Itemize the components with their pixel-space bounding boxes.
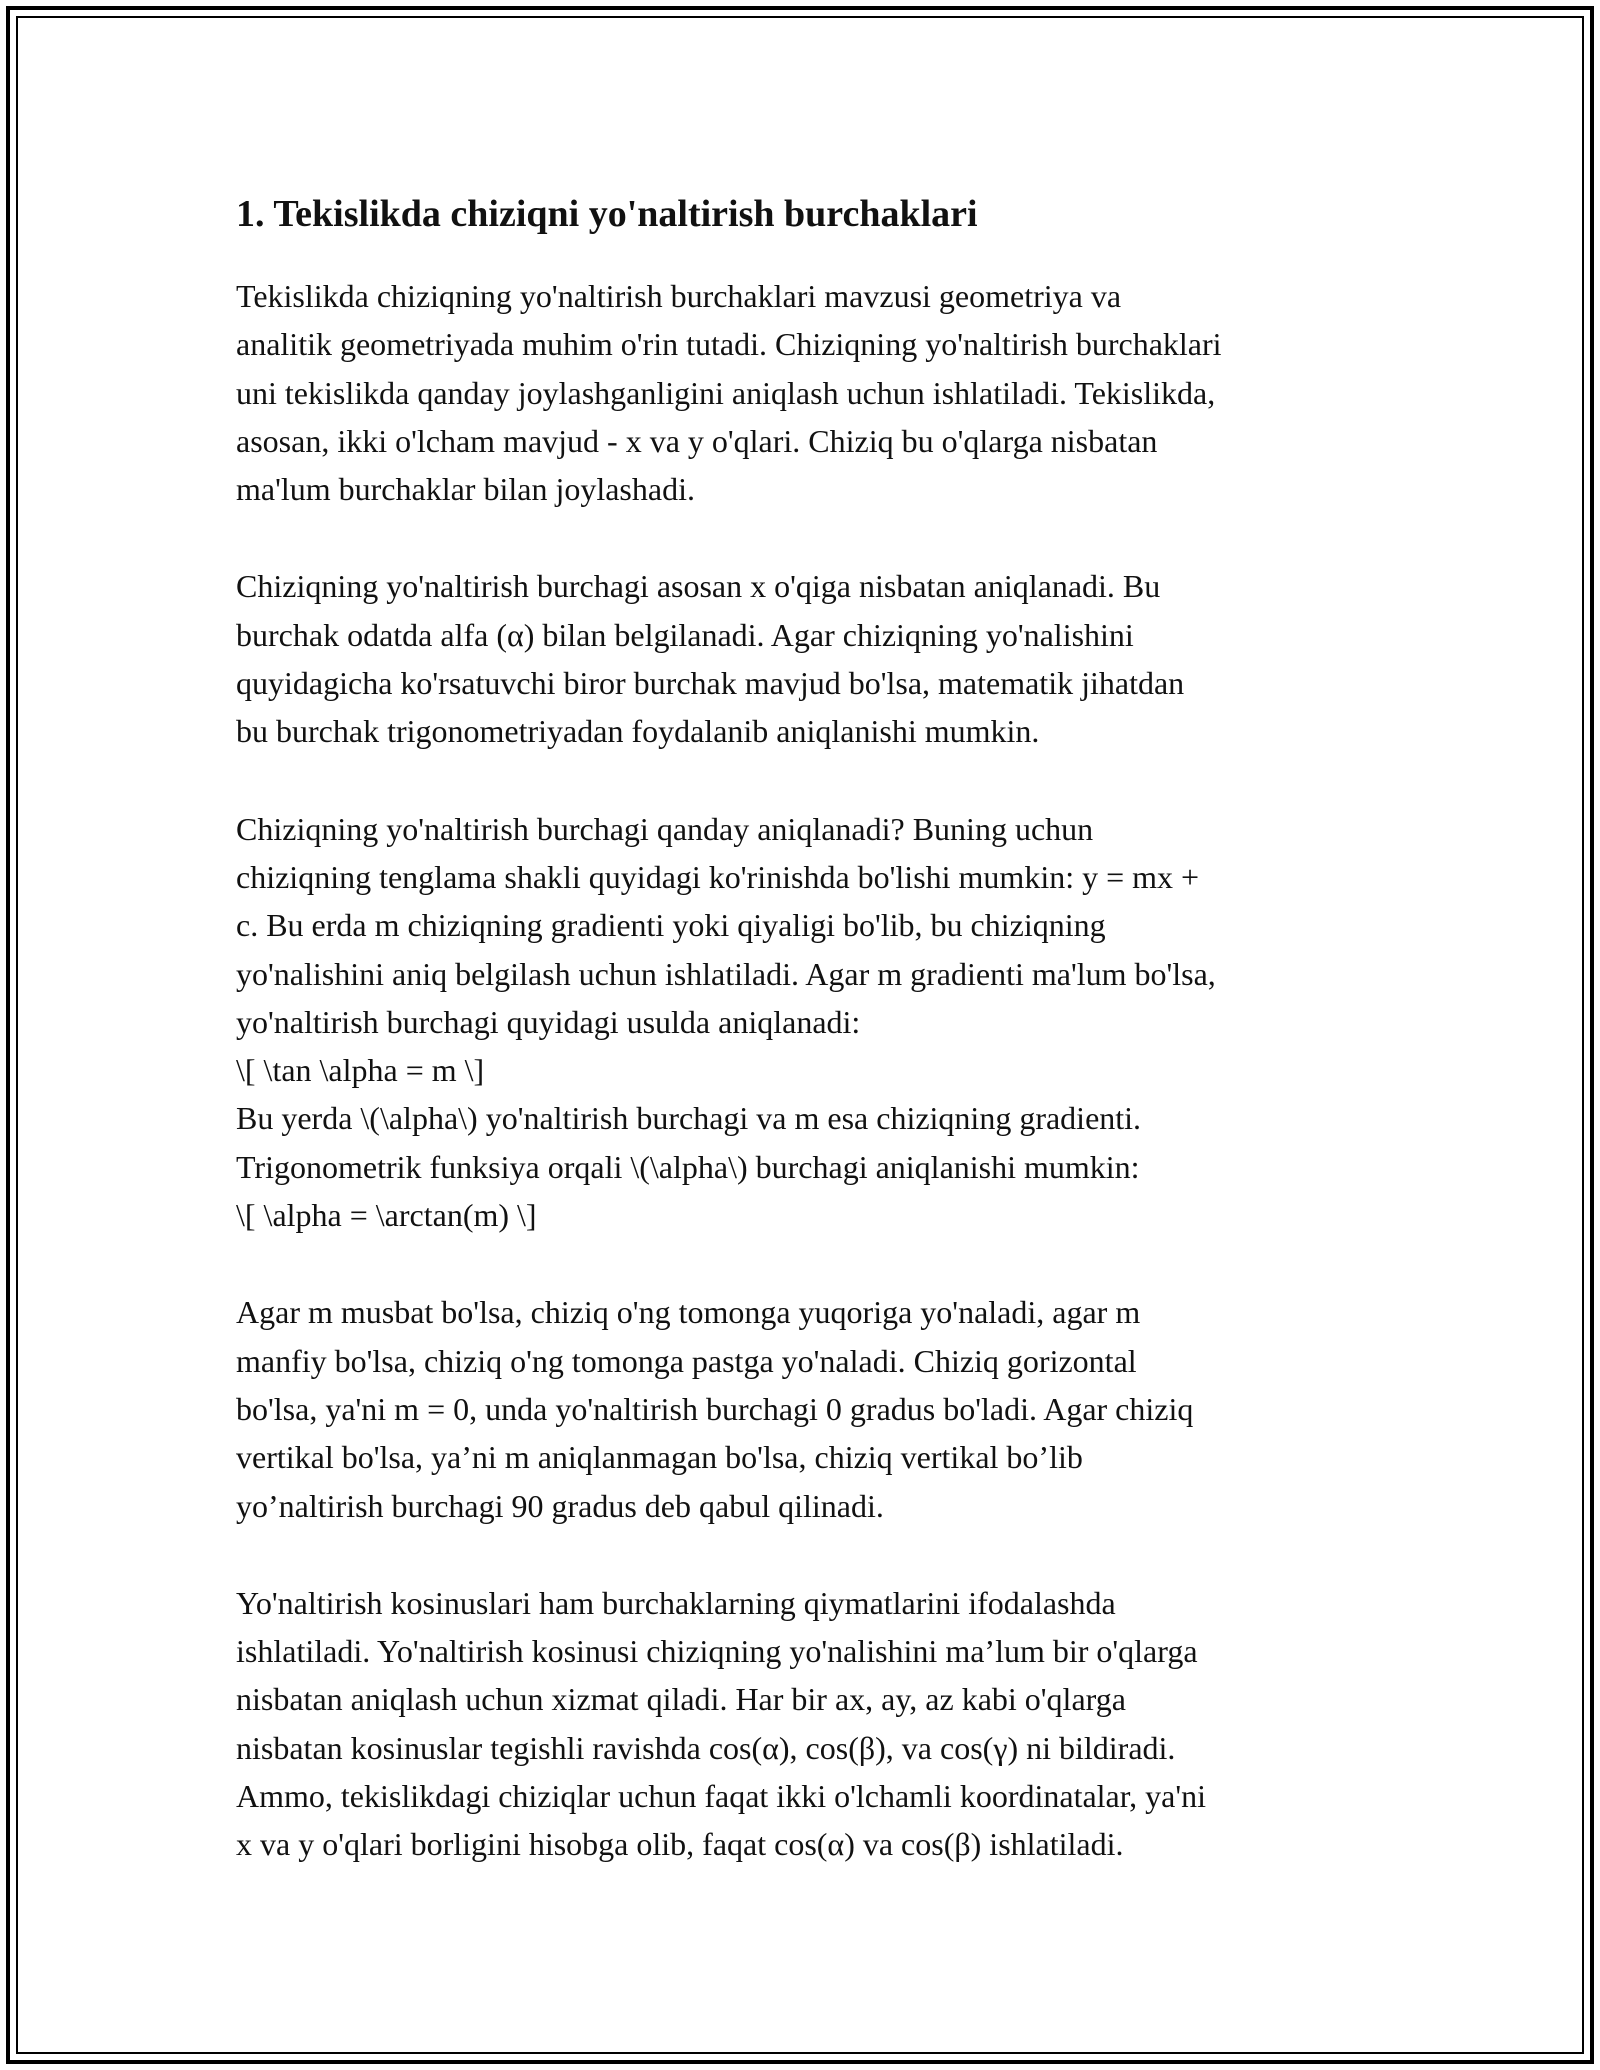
paragraph-2	[236, 562, 1366, 755]
paragraph-line: Agar m musbat bo'lsa, chiziq o'ng tomonga yuqoriga yo'naladi, agar m	[236, 1294, 1141, 1331]
paragraph-line: Chiziqning yo'naltirish burchagi asosan x o'qiga nisbatan aniqlanadi. Bu	[236, 568, 1161, 605]
paragraph-line: Chiziqning yo'naltirish burchagi qanday aniqlanadi? Buning uchun	[236, 810, 1094, 847]
paragraph-line: nisbatan aniqlash uchun xizmat qiladi. Har bir ax, ay, az kabi o'qlarga	[236, 1681, 1126, 1718]
paragraph-line: uni tekislikda qanday joylashganligini aniqlash uchun ishlatiladi. Tekislikda,	[236, 374, 1216, 411]
paragraph-3	[236, 805, 1366, 1240]
paragraph-line: Tekislikda chiziqning yo'naltirish burchaklari mavzusi geometriya va	[236, 278, 1122, 314]
paragraph-line: quyidagicha ko'rsatuvchi biror burchak mavjud bo'lsa, matematik jihatdan	[236, 665, 1185, 702]
paragraph-line: burchak odatda alfa (α) bilan belgilanadi. Agar chiziqning yo'nalishini	[236, 616, 1134, 653]
paragraph-line: bu burchak trigonometriyadan foydalanib aniqlanishi mumkin.	[236, 713, 1040, 750]
paragraph-line: chiziqning tenglama shakli quyidagi ko'rinishda bo'lishi mumkin: y = mx +	[236, 858, 1200, 895]
paragraph-line: Bu yerda \(\alpha\) yo'naltirish burchagi va m esa chiziqning gradienti.	[236, 1100, 1142, 1137]
paragraph-line: yo'nalishini aniq belgilash uchun ishlatiladi. Agar m gradienti ma'lum bo'lsa,	[236, 955, 1216, 992]
paragraph-line: analitik geometriyada muhim o'rin tutadi. Chiziqning yo'naltirish burchaklari	[236, 326, 1222, 363]
paragraph-line: bo'lsa, ya'ni m = 0, unda yo'naltirish burchagi 0 gradus bo'ladi. Agar chiziq	[236, 1390, 1194, 1427]
paragraph-line: vertikal bo'lsa, ya’ni m aniqlanmagan bo'lsa, chiziq vertikal bo’lib	[236, 1439, 1083, 1476]
paragraph-line: c. Bu erda m chiziqning gradienti yoki qiyaligi bo'lib, bu chiziqning	[236, 907, 1106, 944]
paragraph-line: asosan, ikki o'lcham mavjud - x va y o'qlari. Chiziq bu o'qlarga nisbatan	[236, 422, 1158, 459]
paragraph-line: ma'lum burchaklar bilan joylashadi.	[236, 471, 695, 508]
paragraph-line: x va y o'qlari borligini hisobga olib, faqat cos(α) va cos(β) ishlatiladi.	[236, 1826, 1124, 1863]
paragraph-line: Ammo, tekislikdagi chiziqlar uchun faqat ikki o'lchamli koordinatalar, ya'ni	[236, 1778, 1206, 1815]
formula-line: \[ \tan \alpha = m \]	[236, 1052, 485, 1089]
formula-line: \[ \alpha = \arctan(m) \]	[236, 1197, 537, 1234]
page-title: 1. Tekislikda chiziqni yo'naltirish burchaklari	[236, 193, 978, 235]
paragraph-1	[236, 272, 1366, 513]
document-body	[236, 186, 1366, 1918]
paragraph-line: Trigonometrik funksiya orqali \(\alpha\) burchagi aniqlanishi mumkin:	[236, 1148, 1140, 1185]
paragraph-4	[236, 1288, 1366, 1529]
paragraph-line: nisbatan kosinuslar tegishli ravishda cos(α), cos(β), va cos(γ) ni bildiradi.	[236, 1729, 1176, 1766]
paragraph-line: Yo'naltirish kosinuslari ham burchaklarning qiymatlarini ifodalashda	[236, 1584, 1116, 1621]
paragraph-5	[236, 1579, 1366, 1869]
paragraph-line: yo’naltirish burchagi 90 gradus deb qabul qilinadi.	[236, 1487, 884, 1524]
paragraph-line: yo'naltirish burchagi quyidagi usulda aniqlanadi:	[236, 1003, 861, 1040]
paragraph-line: manfiy bo'lsa, chiziq o'ng tomonga pastga yo'naladi. Chiziq gorizontal	[236, 1342, 1137, 1379]
paragraph-line: ishlatiladi. Yo'naltirish kosinusi chiziqning yo'nalishini ma’lum bir o'qlarga	[236, 1633, 1198, 1670]
